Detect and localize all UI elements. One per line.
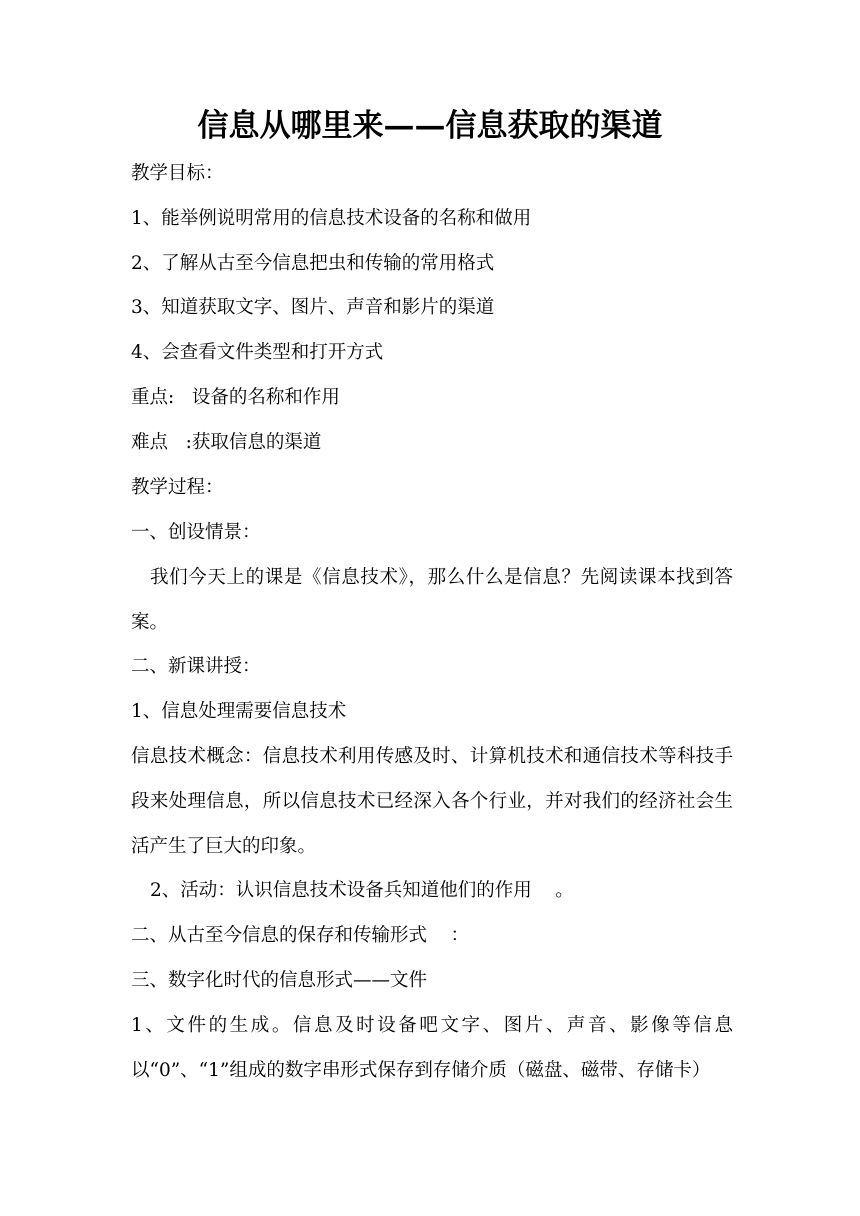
process-heading: 教学过程： xyxy=(131,477,224,498)
section-2-item-2: 2、活动：认识信息技术设备兵知道他们的作用 。 xyxy=(150,880,574,901)
objective-item-1: 1、能举例说明常用的信息技术设备的名称和做用 xyxy=(131,208,532,229)
difficult-point: 难点 :获取信息的渠道 xyxy=(131,432,322,453)
section-2b-heading: 二、从古至今信息的保存和传输形式 ： xyxy=(131,925,470,946)
objectives-heading: 教学目标： xyxy=(131,163,224,184)
section-1-paragraph: 我们今天上的课是《信息技术》，那么什么是信息？先阅读课本找到答案。 xyxy=(131,567,733,633)
section-3-item-1: 1、文件的生成。信息及时设备吧文字、图片、声音、影像等信息以“0”、“1”组成的数字串形式保存到存储介质（磁盘、磁带、存储卡） xyxy=(131,1015,733,1081)
document-title: 信息从哪里来——信息获取的渠道 xyxy=(197,108,663,144)
objective-item-3: 3、知道获取文字、图片、声音和影片的渠道 xyxy=(131,297,495,318)
section-1-heading: 一、创设情景： xyxy=(131,522,261,543)
section-2-concept-paragraph: 信息技术概念：信息技术利用传感及时、计算机技术和通信技术等科技手段来处理信息，所以信息技术已经深入各个行业，并对我们的经济社会生活产生了巨大的印象。 xyxy=(131,746,733,857)
section-2-heading: 二、新课讲授： xyxy=(131,656,261,677)
section-3-heading: 三、数字化时代的信息形式——文件 xyxy=(131,970,428,991)
objective-item-2: 2、了解从古至今信息把虫和传输的常用格式 xyxy=(131,253,495,274)
section-2-item-1: 1、信息处理需要信息技术 xyxy=(131,701,347,722)
key-point: 重点: 设备的名称和作用 xyxy=(131,387,340,408)
objective-item-4: 4、会查看文件类型和打开方式 xyxy=(131,342,384,363)
